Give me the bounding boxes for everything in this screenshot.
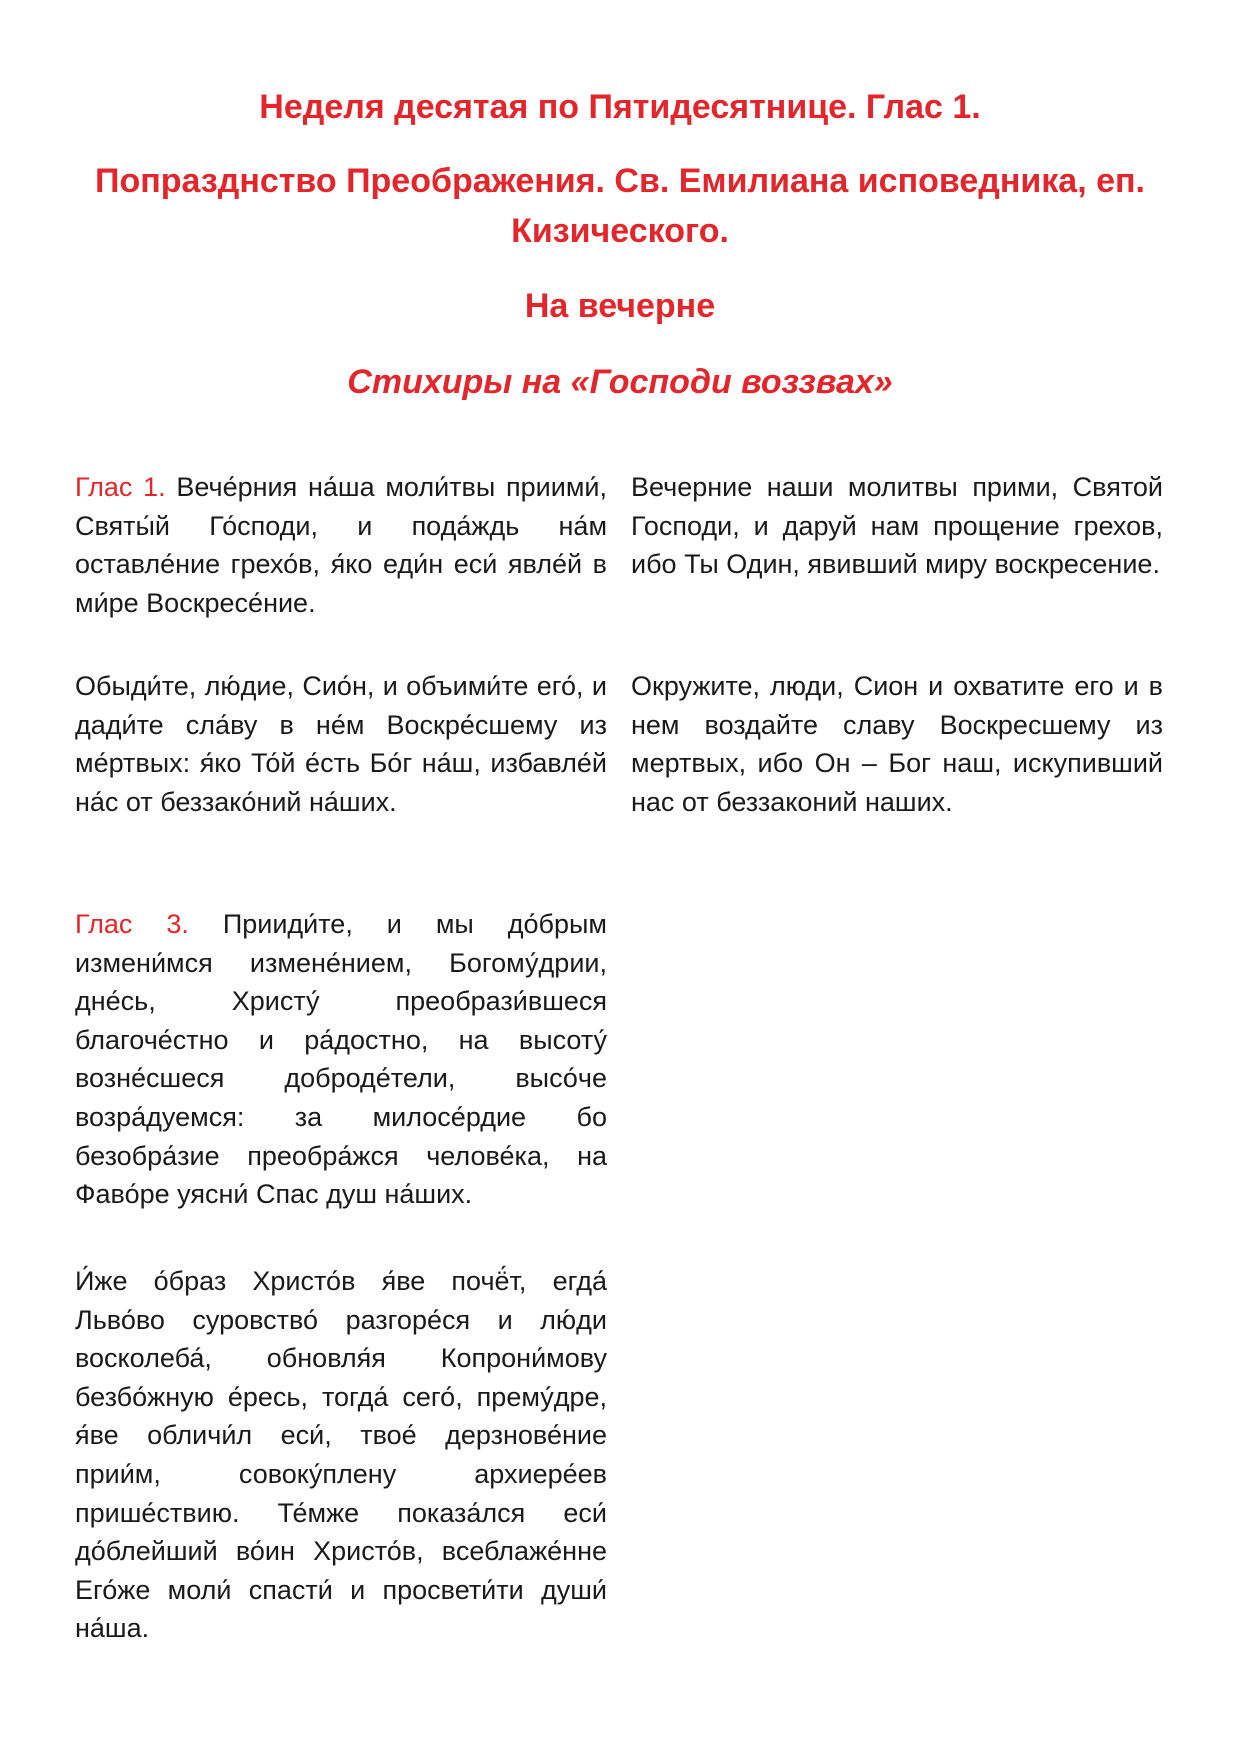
- sticheron-1-slavonic: [75, 468, 607, 622]
- sticheron-2-slavonic: Обыди́те, лю́дие, Сио́н, и объими́те его́, и дади́те сла́ву в не́м Воскре́сшему из ме́ртвых: я́ко То́й е́сть Бо́г на́ш, избавле́й на́с от беззако́ний на́ших.: [75, 671, 607, 817]
- section-heading: Стихиры на «Господи воззвах»: [347, 363, 893, 401]
- sticheron-2-russian: Окружите, люди, Сион и охватите его и в нем воздайте славу Воскресшему из мертвых, ибо Он – Бог наш, искупивший нас от беззаконий наших.: [631, 671, 1163, 817]
- tone-label: Глас 1.: [75, 472, 166, 502]
- service-heading: На вечерне: [524, 287, 716, 325]
- sticheron-3-slavonic: [75, 905, 607, 1214]
- sticheron-1-russian: Вечерние наши молитвы прими, Святой Господи, и даруй нам прощение грехов, ибо Ты Один, явивший миру воскресение.: [631, 472, 1163, 580]
- sticheron-text: Прииди́те, и мы до́брым измени́мся измене́нием, Богому́дрии, дне́сь, Христу́ преобрази́вшеся благоче́стно и ра́достно, на высоту́ возне́сшеся доброде́тели, высо́че возра́дуемся: за милосе́рдие бо безобра́зие преобра́жся челове́ка, на Фаво́ре уясни́ Спас душ на́ших.: [75, 909, 607, 1210]
- feast-subtitle: Попразднство Преображения. Св. Емилиана исповедника, еп. Кизического.: [95, 162, 1145, 250]
- page-title: Неделя десятая по Пятидесятнице. Глас 1.: [259, 88, 981, 126]
- sticheron-4-slavonic: И́же о́браз Христо́в я́ве почё́т, егда́ Льво́во суровство́ разгоре́ся и лю́ди восколеба́, обновля́я Копрони́мову безбо́жную е́ресь, тогда́ сего́, прему́дре, я́ве обличи́л еси́, твое́ дерзнове́ние прии́м, совоку́плену архиере́ев прише́ствию. Те́мже показа́лся еси́ до́блейший во́ин Христо́в, всеблаже́нне Его́же моли́ спасти́ и просвети́ти души́ на́ша.: [75, 1266, 607, 1644]
- sticheron-text: Вече́рния на́ша моли́твы приими́, Святы́й Го́споди, и пода́ждь на́м оставле́ние грехо́в, я́ко еди́н еси́ явле́й в ми́ре Воскресе́ние.: [75, 472, 607, 618]
- tone-label: Глас 3.: [75, 909, 189, 939]
